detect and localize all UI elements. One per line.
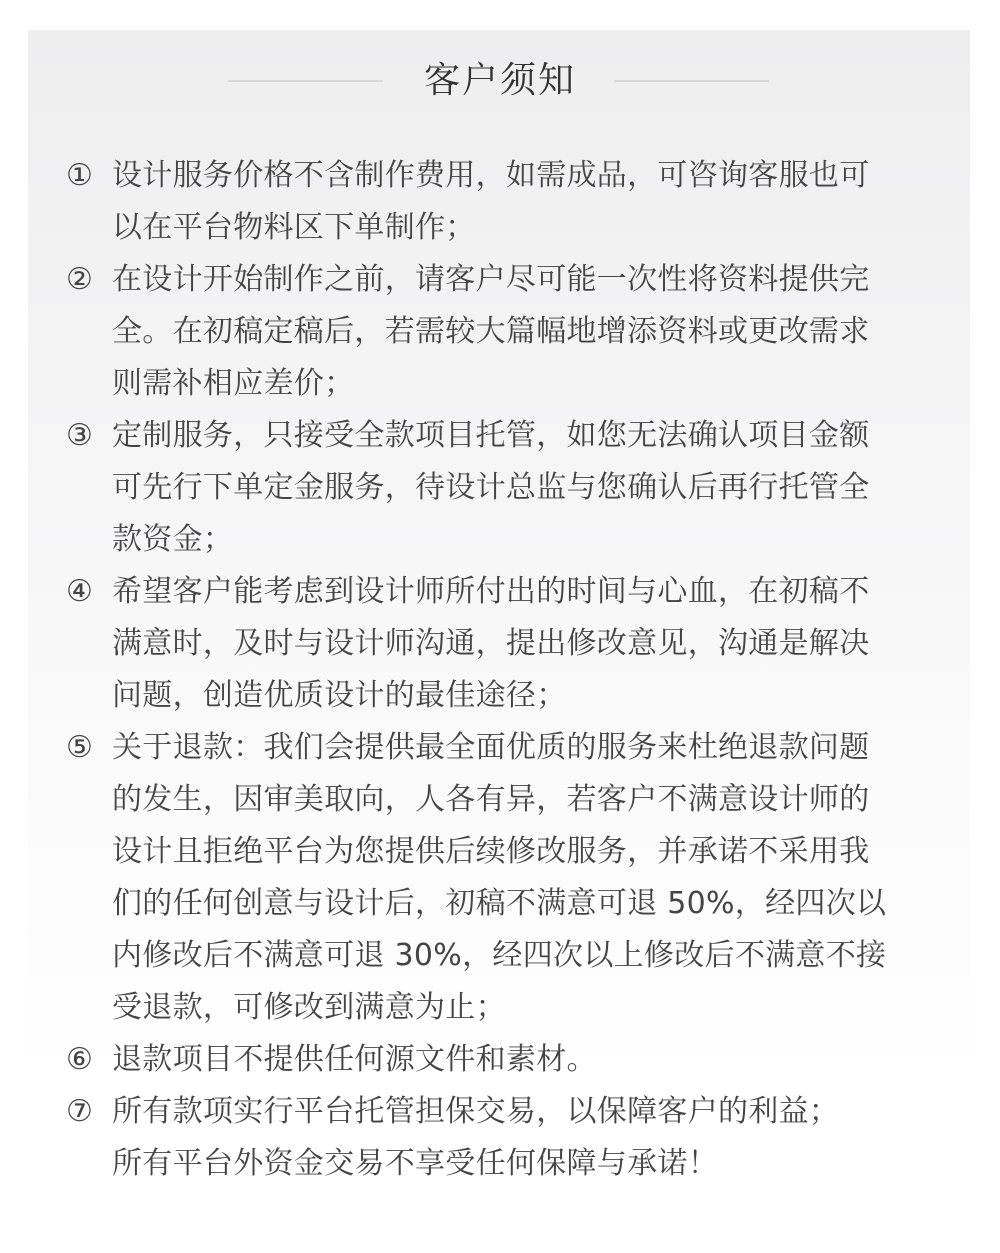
notice-item-7 bbox=[0, 1086, 1000, 1190]
notice-text: 所有款项实行平台托管担保交易，以保障客户的利益； 所有平台外资金交易不享受任何保障与承诺！ bbox=[112, 1094, 840, 1181]
notice-list bbox=[0, 150, 1000, 1190]
notice-marker: ④ bbox=[66, 574, 93, 609]
notice-item-2 bbox=[0, 254, 1000, 410]
notice-text: 设计服务价格不含制作费用，如需成品，可咨询客服也可 以在平台物料区下单制作； bbox=[112, 158, 870, 245]
notice-marker: ① bbox=[66, 158, 93, 193]
notice-item-1 bbox=[0, 150, 1000, 254]
heading-divider-right bbox=[614, 80, 769, 82]
notice-item-3 bbox=[0, 410, 1000, 566]
notice-item-5 bbox=[0, 722, 1000, 1034]
page-title: 客户须知 bbox=[423, 60, 576, 101]
notice-text: 退款项目不提供任何源文件和素材。 bbox=[112, 1042, 597, 1077]
notice-text: 关于退款：我们会提供最全面优质的服务来杜绝退款问题 的发生，因审美取向，人各有异，若客户不满意设计师的 设计且拒绝平台为您提供后续修改服务，并承诺不采用我 们的任何创意与设计后，初稿不满意可退 50%，经四次以 内修改后不满意可退 30%，经四次以上修改后不满意不接 受退款，可修改到满意为止； bbox=[112, 730, 887, 1025]
notice-item-4 bbox=[0, 566, 1000, 722]
notice-text: 定制服务，只接受全款项目托管，如您无法确认项目金额 可先行下单定金服务，待设计总监与您确认后再行托管全 款资金； bbox=[112, 418, 870, 557]
notice-marker: ⑥ bbox=[66, 1042, 93, 1077]
notice-text: 在设计开始制作之前，请客户尽可能一次性将资料提供完 全。在初稿定稿后，若需较大篇幅地增添资料或更改需求 则需补相应差价； bbox=[112, 262, 870, 401]
notice-marker: ⑤ bbox=[66, 730, 93, 765]
notice-text: 希望客户能考虑到设计师所付出的时间与心血，在初稿不 满意时，及时与设计师沟通，提出修改意见，沟通是解决 问题，创造优质设计的最佳途径； bbox=[112, 574, 870, 713]
notice-marker: ③ bbox=[66, 418, 93, 453]
notice-marker: ② bbox=[66, 262, 93, 297]
notice-marker: ⑦ bbox=[66, 1094, 93, 1129]
notice-item-6 bbox=[0, 1034, 1000, 1086]
notice-heading bbox=[0, 53, 1000, 109]
